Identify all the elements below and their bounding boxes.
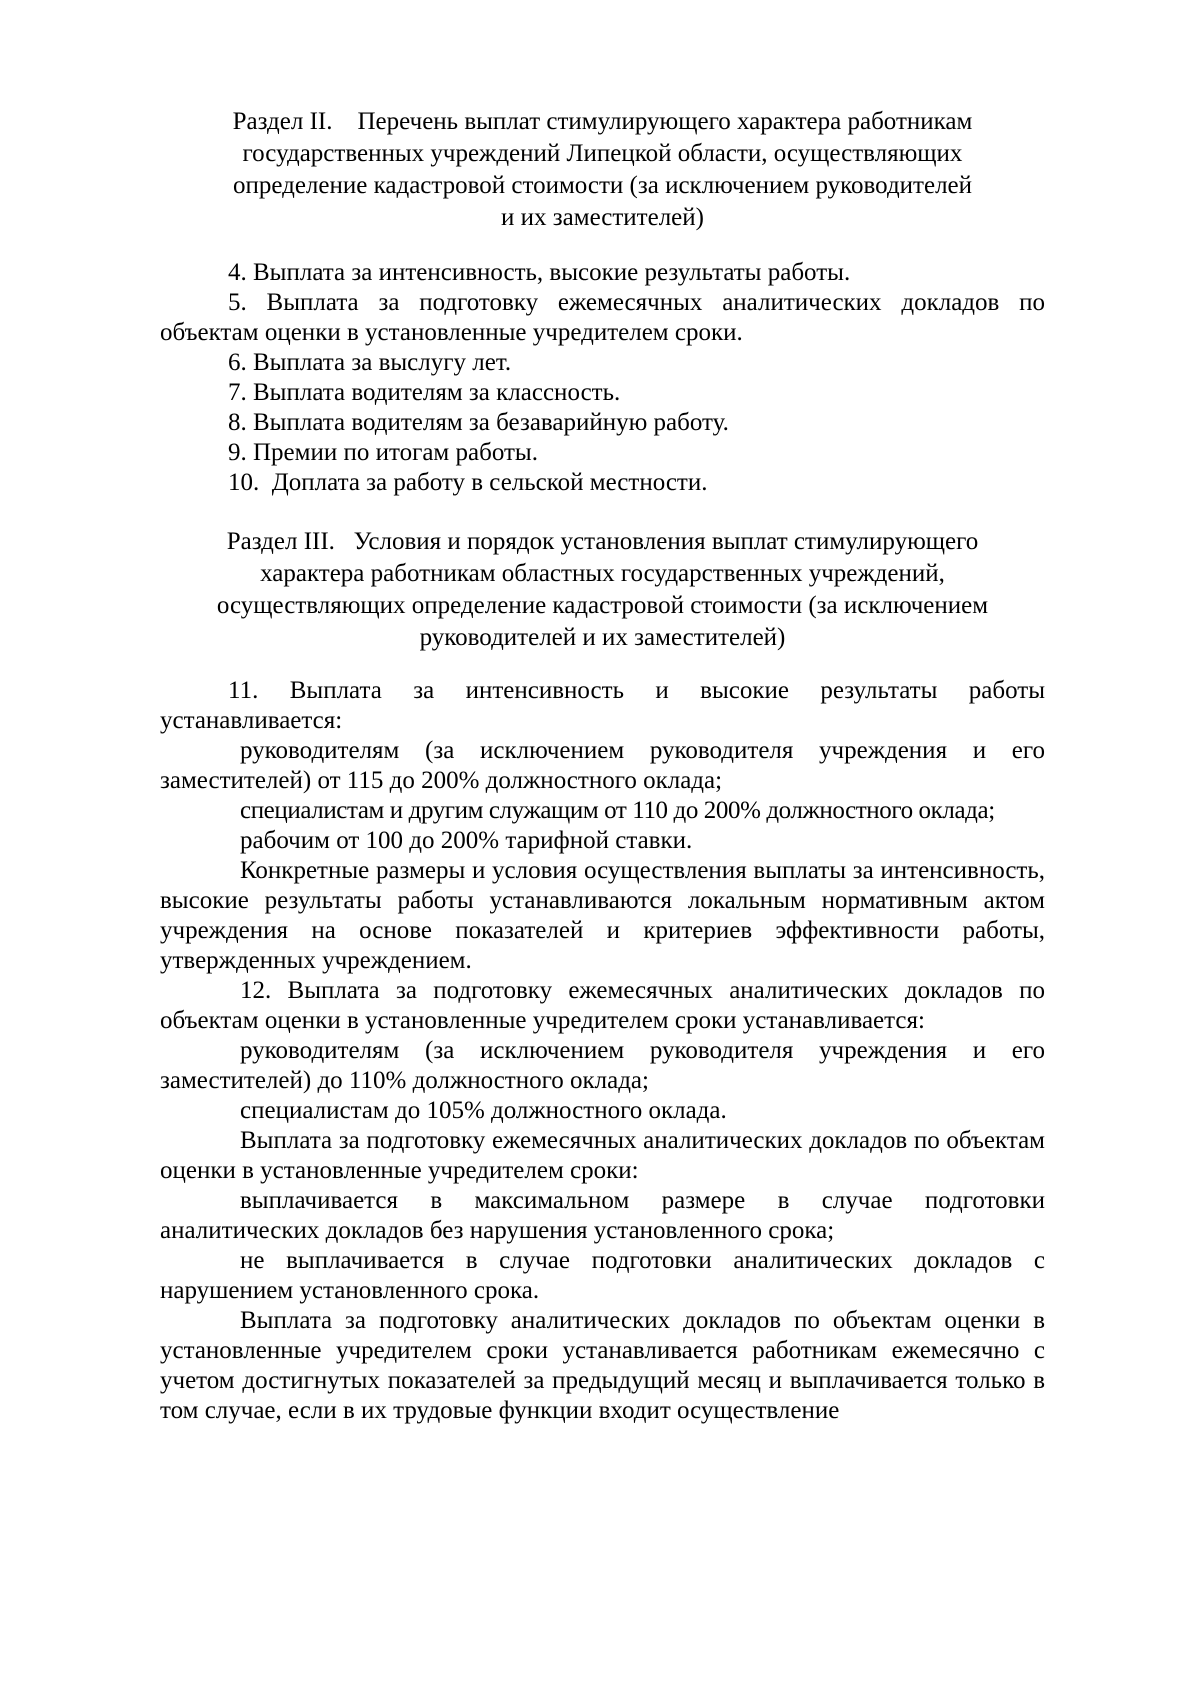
list-item: 5. Выплата за подготовку ежемесячных аналитических докладов по объектам оценки в установленные учредителем сроки. xyxy=(160,289,1045,346)
section-2-heading-line: Раздел II. Перечень выплат стимулирующего характера работникам xyxy=(232,108,973,135)
section-3-heading xyxy=(160,526,1045,654)
section-2-heading-line: государственных учреждений Липецкой области, осуществляющих xyxy=(242,140,963,167)
list-item: 10. Доплата за работу в сельской местности. xyxy=(228,469,708,496)
section-3-body xyxy=(160,676,1045,1426)
paragraph: не выплачивается в случае подготовки аналитических докладов с нарушением установленного срока. xyxy=(160,1247,1045,1304)
section-2-heading-line: определение кадастровой стоимости (за исключением руководителей xyxy=(232,172,973,199)
section-2-heading xyxy=(160,106,1045,234)
paragraph: рабочим от 100 до 200% тарифной ставки. xyxy=(240,827,693,854)
section-3-heading-line: характера работникам областных государственных учреждений, xyxy=(260,560,945,587)
list-item: 8. Выплата водителям за безаварийную работу. xyxy=(228,409,729,436)
list-item: 4. Выплата за интенсивность, высокие результаты работы. xyxy=(228,259,851,286)
paragraph: руководителям (за исключением руководителя учреждения и его заместителей) до 110% должностного оклада; xyxy=(160,1037,1045,1094)
section-2-heading-line: и их заместителей) xyxy=(501,204,704,231)
paragraph: выплачивается в максимальном размере в случае подготовки аналитических докладов без нарушения установленного срока; xyxy=(160,1187,1045,1244)
section-3-heading-line: осуществляющих определение кадастровой стоимости (за исключением xyxy=(216,592,989,619)
paragraph: руководителям (за исключением руководителя учреждения и его заместителей) от 115 до 200% должностного оклада; xyxy=(160,737,1045,794)
section-3-heading-line: руководителей и их заместителей) xyxy=(419,624,786,651)
paragraph: 11. Выплата за интенсивность и высокие результаты работы устанавливается: xyxy=(160,677,1045,734)
paragraph: специалистам и другим служащим от 110 до 200% должностного оклада; xyxy=(240,797,995,824)
section-2-list xyxy=(160,258,1045,498)
paragraph: Выплата за подготовку аналитических докладов по объектам оценки в установленные учредителем сроки устанавливается работникам ежемесячно с учетом достигнутых показателей за предыдущий месяц и выплачивается только в том случае, если в их трудовые функции входит осуществление xyxy=(160,1307,1045,1424)
section-3-heading-line: Раздел III. Условия и порядок установления выплат стимулирующего xyxy=(226,528,979,555)
paragraph: Выплата за подготовку ежемесячных аналитических докладов по объектам оценки в установленные учредителем сроки: xyxy=(160,1127,1045,1184)
paragraph: 12. Выплата за подготовку ежемесячных аналитических докладов по объектам оценки в установленные учредителем сроки устанавливается: xyxy=(160,977,1045,1034)
paragraph: Конкретные размеры и условия осуществления выплаты за интенсивность, высокие результаты работы устанавливаются локальным нормативным актом учреждения на основе показателей и критериев эффективности работы, утвержденных учреждением. xyxy=(160,857,1045,974)
list-item: 9. Премии по итогам работы. xyxy=(228,439,538,466)
list-item: 6. Выплата за выслугу лет. xyxy=(228,349,512,376)
list-item: 7. Выплата водителям за классность. xyxy=(228,379,621,406)
paragraph: специалистам до 105% должностного оклада. xyxy=(240,1097,727,1124)
